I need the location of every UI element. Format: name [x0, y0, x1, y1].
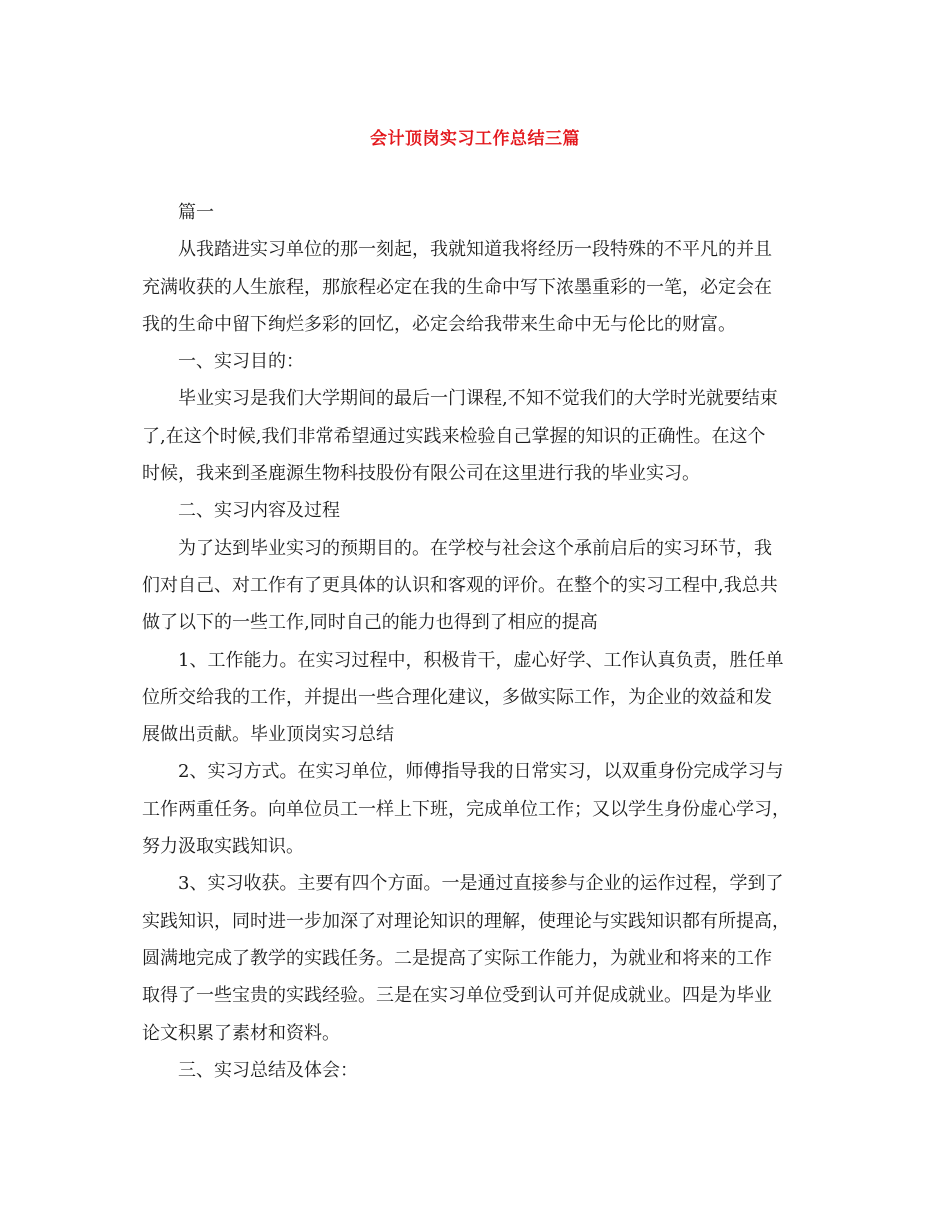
text-line: 为了达到毕业实习的预期目的。在学校与社会这个承前启后的实习环节，我	[178, 537, 772, 559]
text-line: 实践知识，同时进一步加深了对理论知识的理解，使理论与实践知识都有所提高，	[142, 910, 790, 932]
text-line: 3、实习收获。主要有四个方面。一是通过直接参与企业的运作过程，学到了	[178, 873, 784, 895]
text-line: 毕业实习是我们大学期间的最后一门课程,不知不觉我们的大学时光就要结束	[178, 388, 778, 410]
section-heading-summary	[142, 1052, 802, 1089]
text-line: 取得了一些宝贵的实践经验。三是在实习单位受到认可并促成就业。四是为毕业	[142, 985, 772, 1007]
document-body	[142, 194, 802, 1089]
paragraph-purpose	[142, 380, 802, 492]
text-line: 努力汲取实践知识。	[142, 836, 304, 858]
text-line: 我的生命中留下绚烂多彩的回忆，必定会给我带来生命中无与伦比的财富。	[142, 313, 736, 335]
text-line: 2、实习方式。在实习单位，师傅指导我的日常实习，以双重身份完成学习与	[178, 761, 784, 783]
text-line: 论文积累了素材和资料。	[142, 1022, 340, 1044]
text-line: 时候，我来到圣鹿源生物科技股份有限公司在这里进行我的毕业实习。	[142, 463, 700, 485]
text-line: 们对自己、对工作有了更具体的认识和客观的评价。在整个的实习工程中,我总共	[142, 574, 778, 596]
text-line: 一、实习目的：	[178, 351, 304, 373]
text-line: 篇一	[178, 202, 214, 223]
paragraph-heading-part-one	[142, 194, 802, 231]
document-title: 会计顶岗实习工作总结三篇	[370, 129, 580, 149]
text-line: 位所交给我的工作，并提出一些合理化建议，多做实际工作，为企业的效益和发	[142, 686, 772, 708]
text-line: 充满收获的人生旅程，那旅程必定在我的生命中写下浓墨重彩的一笔，必定会在	[142, 276, 772, 298]
text-line: 展做出贡献。毕业顶岗实习总结	[142, 724, 394, 746]
paragraph-work-ability	[142, 642, 802, 754]
text-line: 了,在这个时候,我们非常希望通过实践来检验自己掌握的知识的正确性。在这个	[142, 425, 766, 447]
paragraph-content	[142, 530, 802, 642]
text-line: 从我踏进实习单位的那一刻起，我就知道我将经历一段特殊的不平凡的并且	[178, 239, 772, 261]
text-line: 二、实习内容及过程	[178, 500, 340, 522]
section-heading-content	[142, 492, 802, 529]
text-line: 工作两重任务。向单位员工一样上下班，完成单位工作；又以学生身份虚心学习，	[142, 798, 790, 820]
text-line: 做了以下的一些工作,同时自己的能力也得到了相应的提高	[142, 612, 598, 634]
section-heading-purpose	[142, 343, 802, 380]
paragraph-internship-method	[142, 753, 802, 865]
text-line: 1、工作能力。在实习过程中，积极肯干，虚心好学、工作认真负责，胜任单	[178, 649, 784, 671]
text-line: 圆满地完成了教学的实践任务。二是提高了实际工作能力，为就业和将来的工作	[142, 947, 772, 969]
paragraph-intro	[142, 231, 802, 343]
paragraph-internship-gains	[142, 865, 802, 1051]
text-line: 三、实习总结及体会：	[178, 1059, 358, 1081]
